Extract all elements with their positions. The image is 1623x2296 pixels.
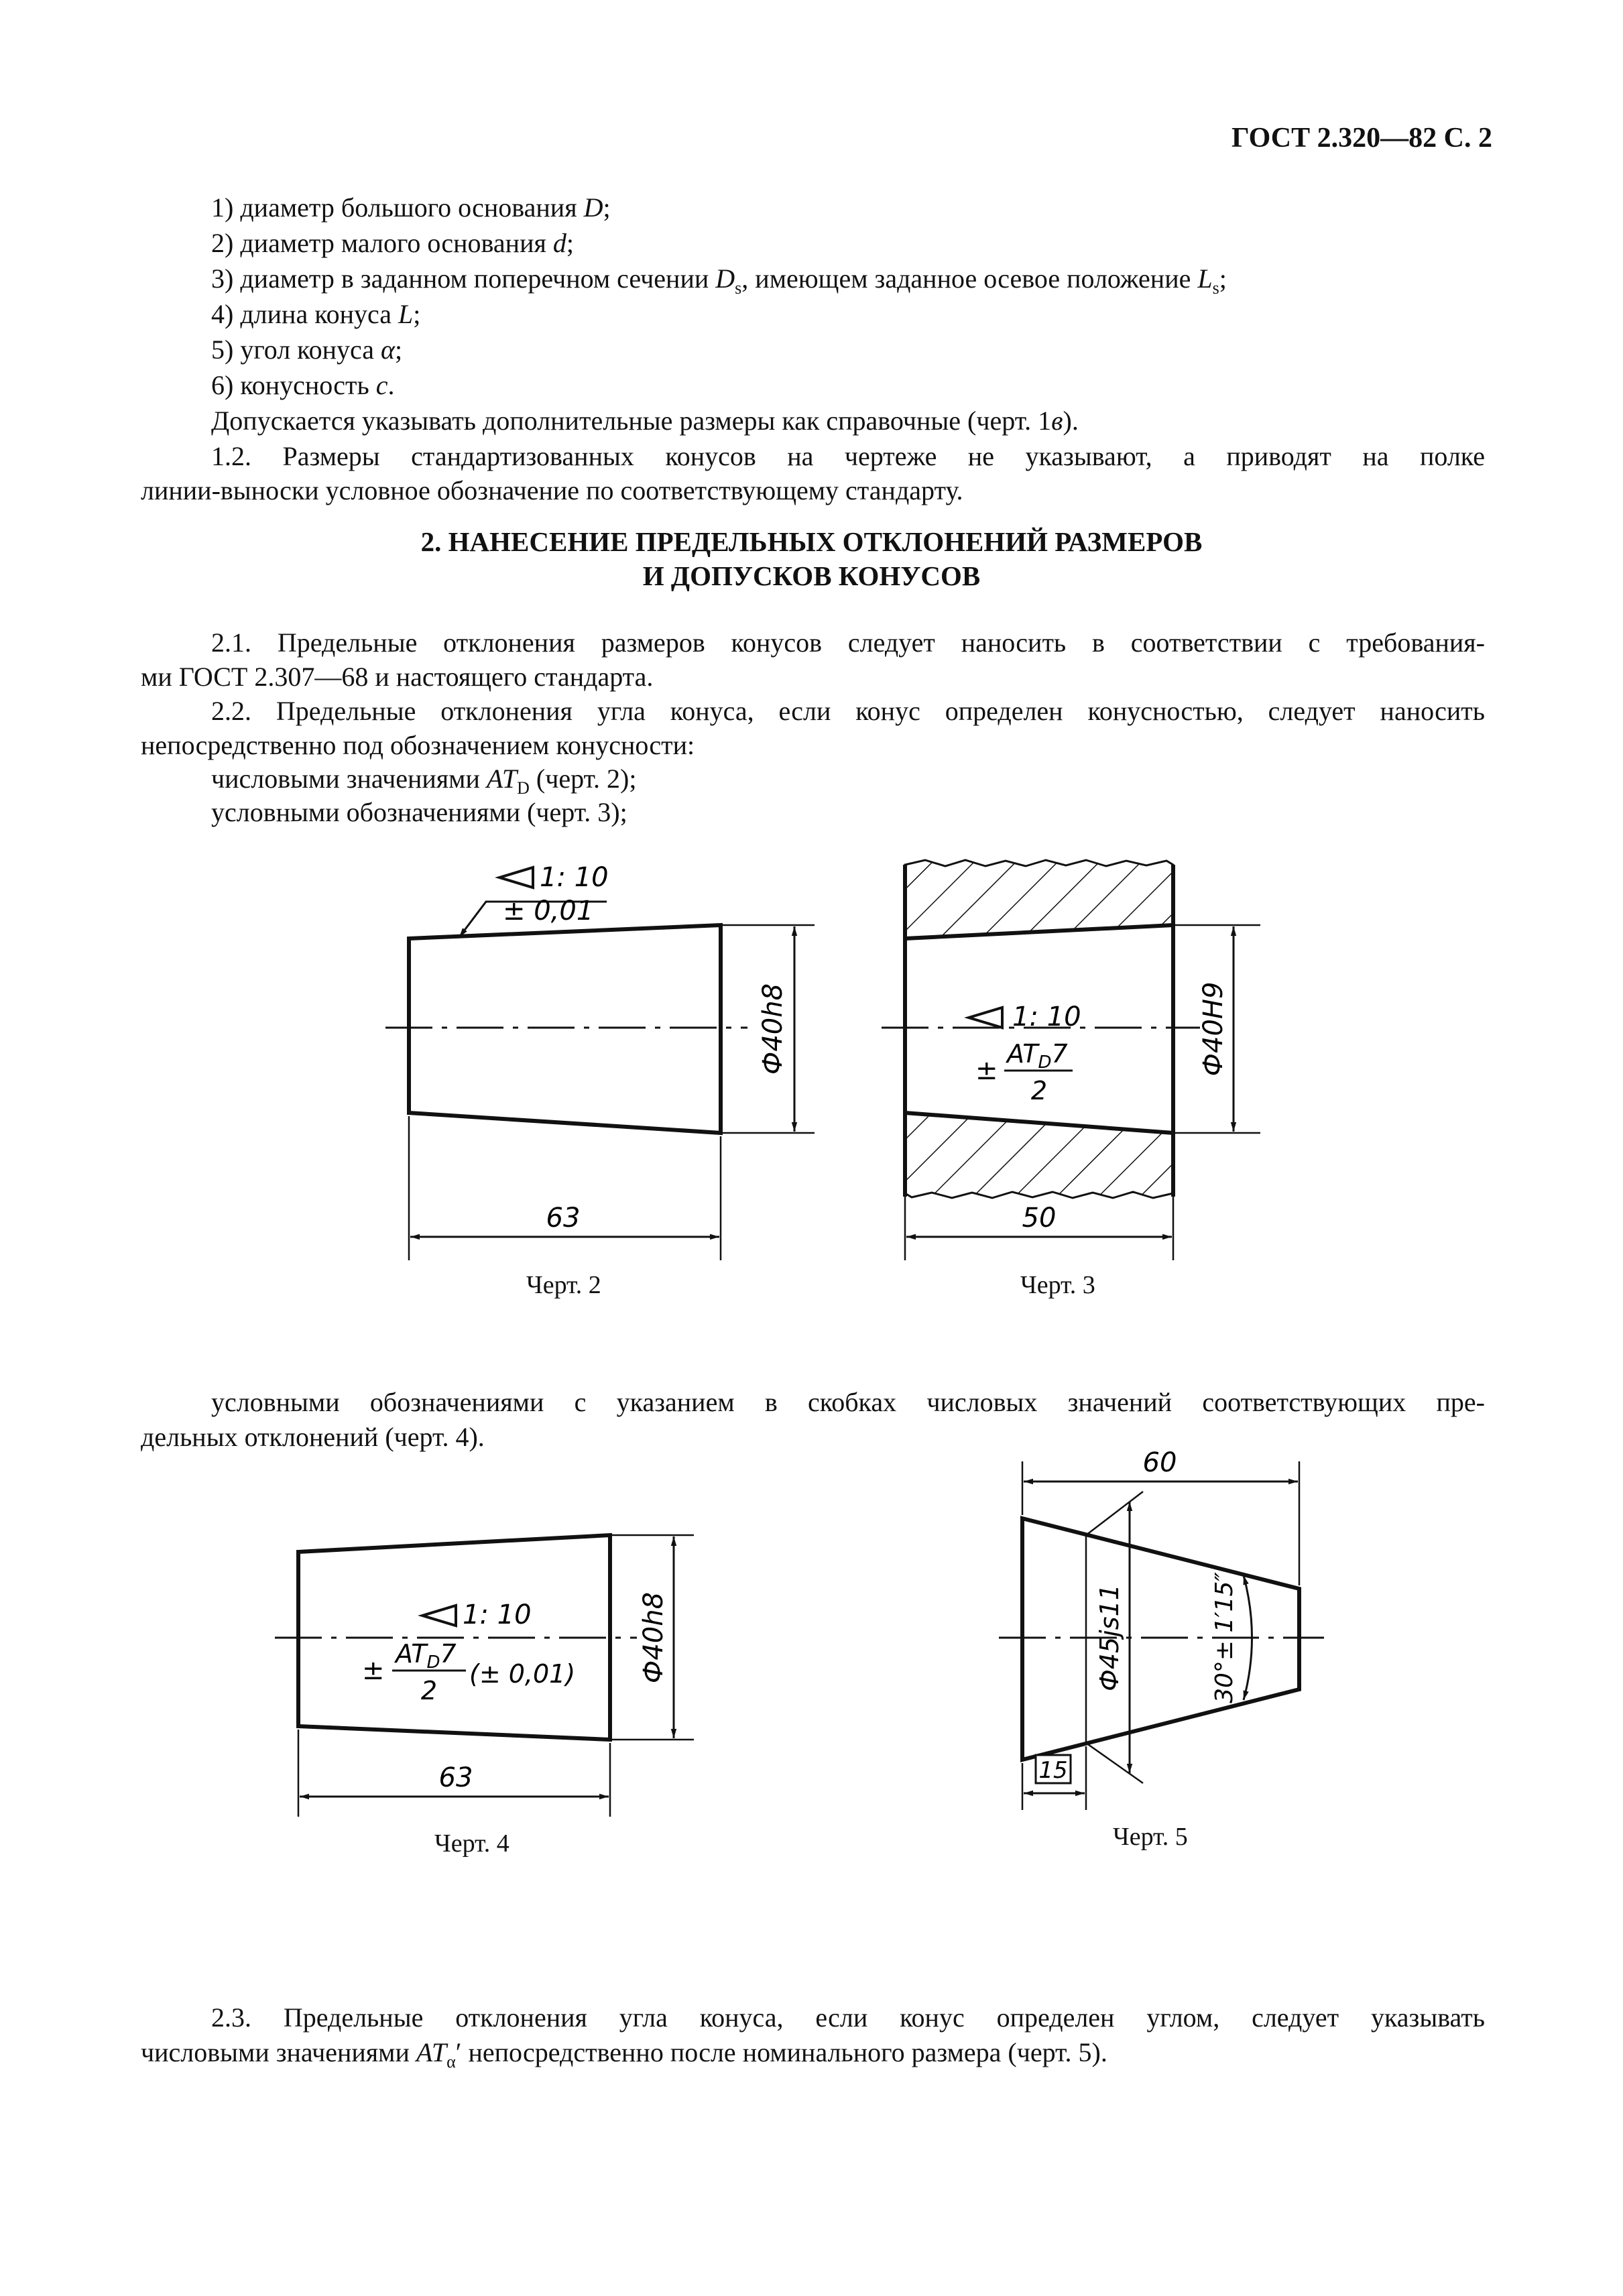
tolerance-numerator: $AT_D7$ [396,1639,457,1673]
paragraph-1-2-cont: линии-выноски условное обозначение по соответствующему стандарту. [141,475,963,505]
paragraph-reference-dims: Допускается указывать дополнительные размеры как справочные (черт. 1в). [211,406,1079,436]
angle-dimension: 30°± 1′15″ [1211,1572,1238,1703]
paragraph-1-2: 1.2. Размеры стандартизованных конусов на чертеже не указывают, а приводят на полке [211,441,1485,471]
diameter-dimension: Ф45js11 [1095,1584,1124,1691]
list-item: 6) конусность c. [211,370,395,400]
taper-ratio: 1: 10 [1012,1002,1081,1032]
figure-3-caption: Черт. 3 [1020,1271,1095,1299]
list-item: 4) длина конуса L; [211,299,421,329]
taper-ratio: 1: 10 [540,862,609,893]
tolerance-denominator: 2 [420,1676,438,1705]
paragraph-2-1-cont: ми ГОСТ 2.307—68 и настоящего стандарта. [141,662,654,692]
taper-icon [499,867,533,888]
section-title: 2. НАНЕСЕНИЕ ПРЕДЕЛЬНЫХ ОТКЛОНЕНИЙ РАЗМЕРОВ [420,526,1203,557]
plus-minus: ± [975,1055,998,1086]
paragraph-2-3: 2.3. Предельные отклонения угла конуса, если конус определен углом, следует указывать [211,2002,1485,2033]
tolerance-in-parentheses: (± 0,01) [469,1659,576,1689]
taper-ratio: 1: 10 [463,1599,532,1630]
paragraph-2-2-item3: условными обозначениями с указанием в скобках числовых значений соответствующих пре- [211,1387,1485,1417]
length-dimension: 60 [1142,1447,1177,1478]
tolerance-numerator: $AT_D7$ [1007,1039,1068,1073]
tolerance-denominator: 2 [1030,1076,1048,1105]
taper-icon [422,1606,456,1626]
paragraph-2-1: 2.1. Предельные отклонения размеров конусов следует наносить в соответствии с требования- [211,627,1485,658]
taper-icon [969,1008,1002,1028]
cone-outline [409,925,721,1133]
length-dimension: 63 [546,1203,581,1233]
paragraph-2-2-item3-cont: дельных отклонений (черт. 4). [141,1422,485,1452]
list-item: 2) диаметр малого основания d; [211,228,574,258]
theoretical-dimension: 15 [1038,1757,1068,1784]
figure-2-caption: Черт. 2 [526,1271,601,1299]
figure-2 [385,862,815,1260]
hatched-section-bottom [905,1113,1173,1198]
figure-3 [882,860,1260,1260]
section-title-line2: И ДОПУСКОВ КОНУСОВ [642,560,981,591]
diameter-dimension: Ф40H9 [1198,981,1229,1077]
paragraph-2-2-cont: непосредственно под обозначением конусности: [141,730,695,760]
paragraph-2-2-item2: условными обозначениями (черт. 3); [211,797,627,827]
length-dimension: 63 [438,1762,473,1793]
paragraph-2-2-item1: числовыми значениями $AT_D$ (черт. 2); [211,764,637,798]
paragraph-2-2: 2.2. Предельные отклонения угла конуса, если конус определен конусностью, следует наносить [211,696,1485,726]
figure-4 [275,1535,694,1817]
taper-tolerance: ± 0,01 [503,896,594,926]
list-item: 1) диаметр большого основания D; [211,192,611,223]
figure-4-caption: Черт. 4 [434,1829,509,1858]
cone-outline [1022,1518,1299,1760]
plus-minus: ± [362,1655,385,1686]
list-item: 5) угол конуса α; [211,335,403,365]
page-header: ГОСТ 2.320—82 С. 2 [1231,123,1492,154]
figure-5 [999,1447,1324,1810]
paragraph-2-3-cont: числовыми значениями $AT_\alpha'$ непосредственно после номинального размера (черт. 5). [141,2037,1107,2071]
figure-5-caption: Черт. 5 [1113,1823,1188,1851]
diameter-dimension: Ф40h8 [638,1591,669,1684]
diameter-dimension: Ф40h8 [758,983,788,1075]
list-item: 3) диаметр в заданном поперечном сечении $D_s$, имеющем заданное осевое положение $L_s$; [211,263,1227,298]
length-dimension: 50 [1022,1203,1057,1233]
